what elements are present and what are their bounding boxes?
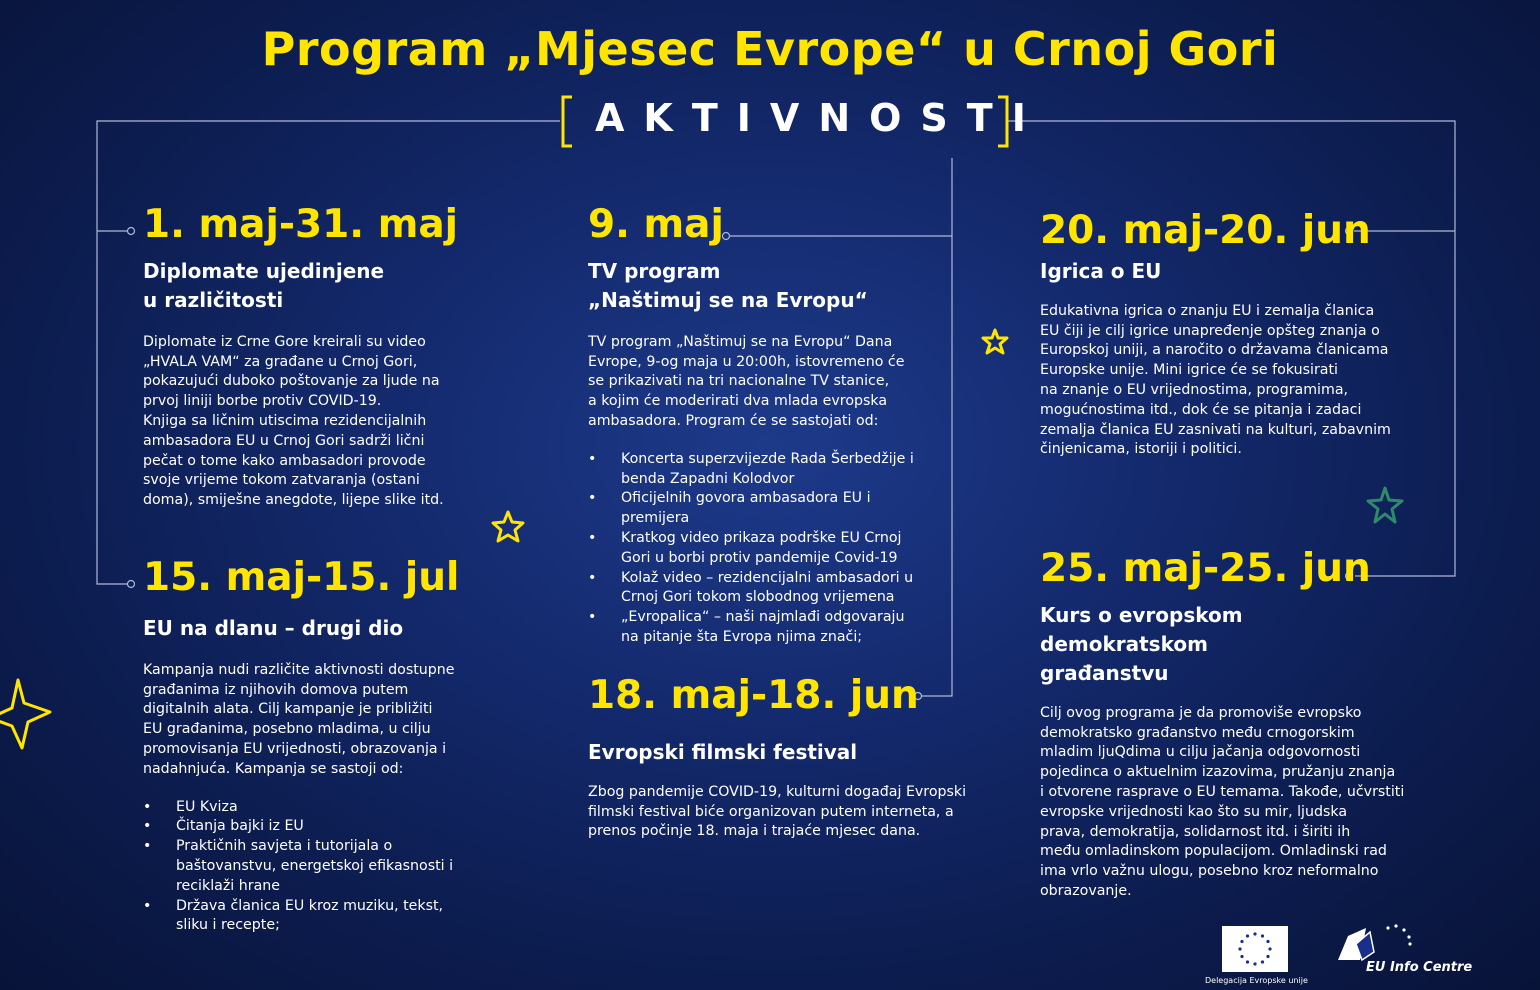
activity-description: Kampanja nudi različite aktivnosti dostupne građanima iz njihovih domova putem digitalnih alata. Cilj kampanje je približiti EU građanima, posebno mladima, u cilju promovisanja EU vrijednosti, obrazovanja i nadahnjuća. Kampanja se sastoji od: xyxy=(143,661,455,777)
activity-date: 18. maj-18. jun xyxy=(588,673,919,718)
activity-description: TV program „Naštimuj se na Evropu“ Dana Evrope, 9-og maja u 20:00h, istovremeno će se prikazivati na tri nacionalne TV stanice, a kojim će moderirati dva mlada evropska ambasadora. Program će se sastojati od: xyxy=(588,333,905,430)
activity-heading: Diplomate ujedinjene u različitosti xyxy=(143,258,385,312)
activity-heading: TV program „Naštimuj se na Evropu“ xyxy=(588,258,868,312)
activity-heading: EU na dlanu – drugi dio xyxy=(143,615,404,640)
list-item: • Čitanja bajki iz EU xyxy=(143,817,473,837)
activity-date: 1. maj-31. maj xyxy=(143,202,459,247)
list-item: • Država članica EU kroz muziku, tekst, sliku i recepte; xyxy=(143,897,473,937)
star-icon xyxy=(493,512,523,541)
list-item: • Koncerta superzvijezde Rada Šerbedžije i benda Zapadni Kolodvor xyxy=(588,450,928,490)
activity-list xyxy=(588,450,928,648)
activity-date: 20. maj-20. jun xyxy=(1040,208,1371,253)
activity-date: 25. maj-25. jun xyxy=(1040,546,1371,591)
eu-flag-icon xyxy=(1222,926,1288,972)
activity-heading: Evropski filmski festival xyxy=(588,739,858,764)
activity-date: 9. maj xyxy=(588,202,724,247)
page-title: Program „Mjesec Evrope“ u Crnoj Gori xyxy=(261,22,1279,76)
list-item: • „Evropalica“ – naši najmlađi odgovaraju na pitanje šta Evropa njima znači; xyxy=(588,608,928,648)
list-item: • Kolaž video – rezidencijalni ambasadori u Crnoj Gori tokom slobodnog vrijemena xyxy=(588,569,928,609)
activity-list xyxy=(143,798,473,937)
list-item: • Praktičnih savjeta i tutorijala o baštovanstvu, energetskoj efikasnosti i reciklaži hrane xyxy=(143,837,473,896)
page-subtitle: AKTIVNOSTI xyxy=(595,96,1045,140)
eu-info-centre-caption: EU Info Centre xyxy=(1366,960,1473,975)
activity-block-1 xyxy=(143,204,473,511)
activity-heading: Kurs o evropskom demokratskom građanstvu xyxy=(1040,602,1243,685)
activity-date: 15. maj-15. jul xyxy=(143,555,460,600)
star-icon xyxy=(1368,488,1402,522)
list-item: • Oficijelnih govora ambasadora EU i premijera xyxy=(588,489,928,529)
activity-block-4 xyxy=(588,675,988,842)
eu-delegation-caption: Delegacija Evropske unije xyxy=(1205,976,1308,985)
activity-block-6 xyxy=(1040,548,1410,902)
activity-description: Zbog pandemije COVID-19, kulturni događaj Evropski filmski festival biće organizovan putem interneta, a prenos počinje 18. maja i trajaće mjesec dana. xyxy=(588,783,967,840)
list-item: • EU Kviza xyxy=(143,798,473,818)
activity-description: Diplomate iz Crne Gore kreirali su video „HVALA VAM“ za građane u Crnoj Gori, pokazujući duboko poštovanje za ljude na prvoj liniji borbe protiv COVID-19. Knjiga sa ličnim utiscima rezidencijalnih ambasadora EU u Crnoj Gori sadrži lični pečat o tome kako ambasadori provode svoje vrijeme tokom zatvaranja (ostani doma), smiješne anegdote, lijepe slike itd. xyxy=(143,333,444,509)
activity-block-2 xyxy=(143,557,473,936)
activity-block-3 xyxy=(588,204,928,648)
activity-heading: Igrica o EU xyxy=(1040,258,1162,283)
star-icon xyxy=(983,330,1007,353)
star-icon xyxy=(0,680,50,748)
activity-description: Cilj ovog programa je da promoviše evropsko demokratsko građanstvo među crnogorskim mladim ljuQdima u cilju jačanja odgovornosti pojedinca o aktuelnim izazovima, pružanju znanja i otvorene rasprave o EU temama. Takođe, učvrstiti evropske vrijednosti kao što su mir, ljudska prava, demokratija, solidarnost itd. i širiti ih među omladinskom populacijom. Omladinski rad ima vrlo važnu ulogu, posebno kroz neformalno obrazovanje. xyxy=(1040,704,1405,900)
activity-block-5 xyxy=(1040,210,1410,460)
activity-description: Edukativna igrica o znanju EU i zemalja članica EU čiji je cilj igrice unapređenje opšteg znanja o Europskoj uniji, a naročito o državama članicama Europske unije. Mini igrice će se fokusirati na znanje o EU vrijednostima, programima, mogućnostima itd., dok će se pitanja i zadaci zemalja članica EU zasnivati na kulturi, zabavnim činjenicama, istoriji i politici. xyxy=(1040,302,1391,458)
list-item: • Kratkog video prikaza podrške EU Crnoj Gori u borbi protiv pandemije Covid-19 xyxy=(588,529,928,569)
